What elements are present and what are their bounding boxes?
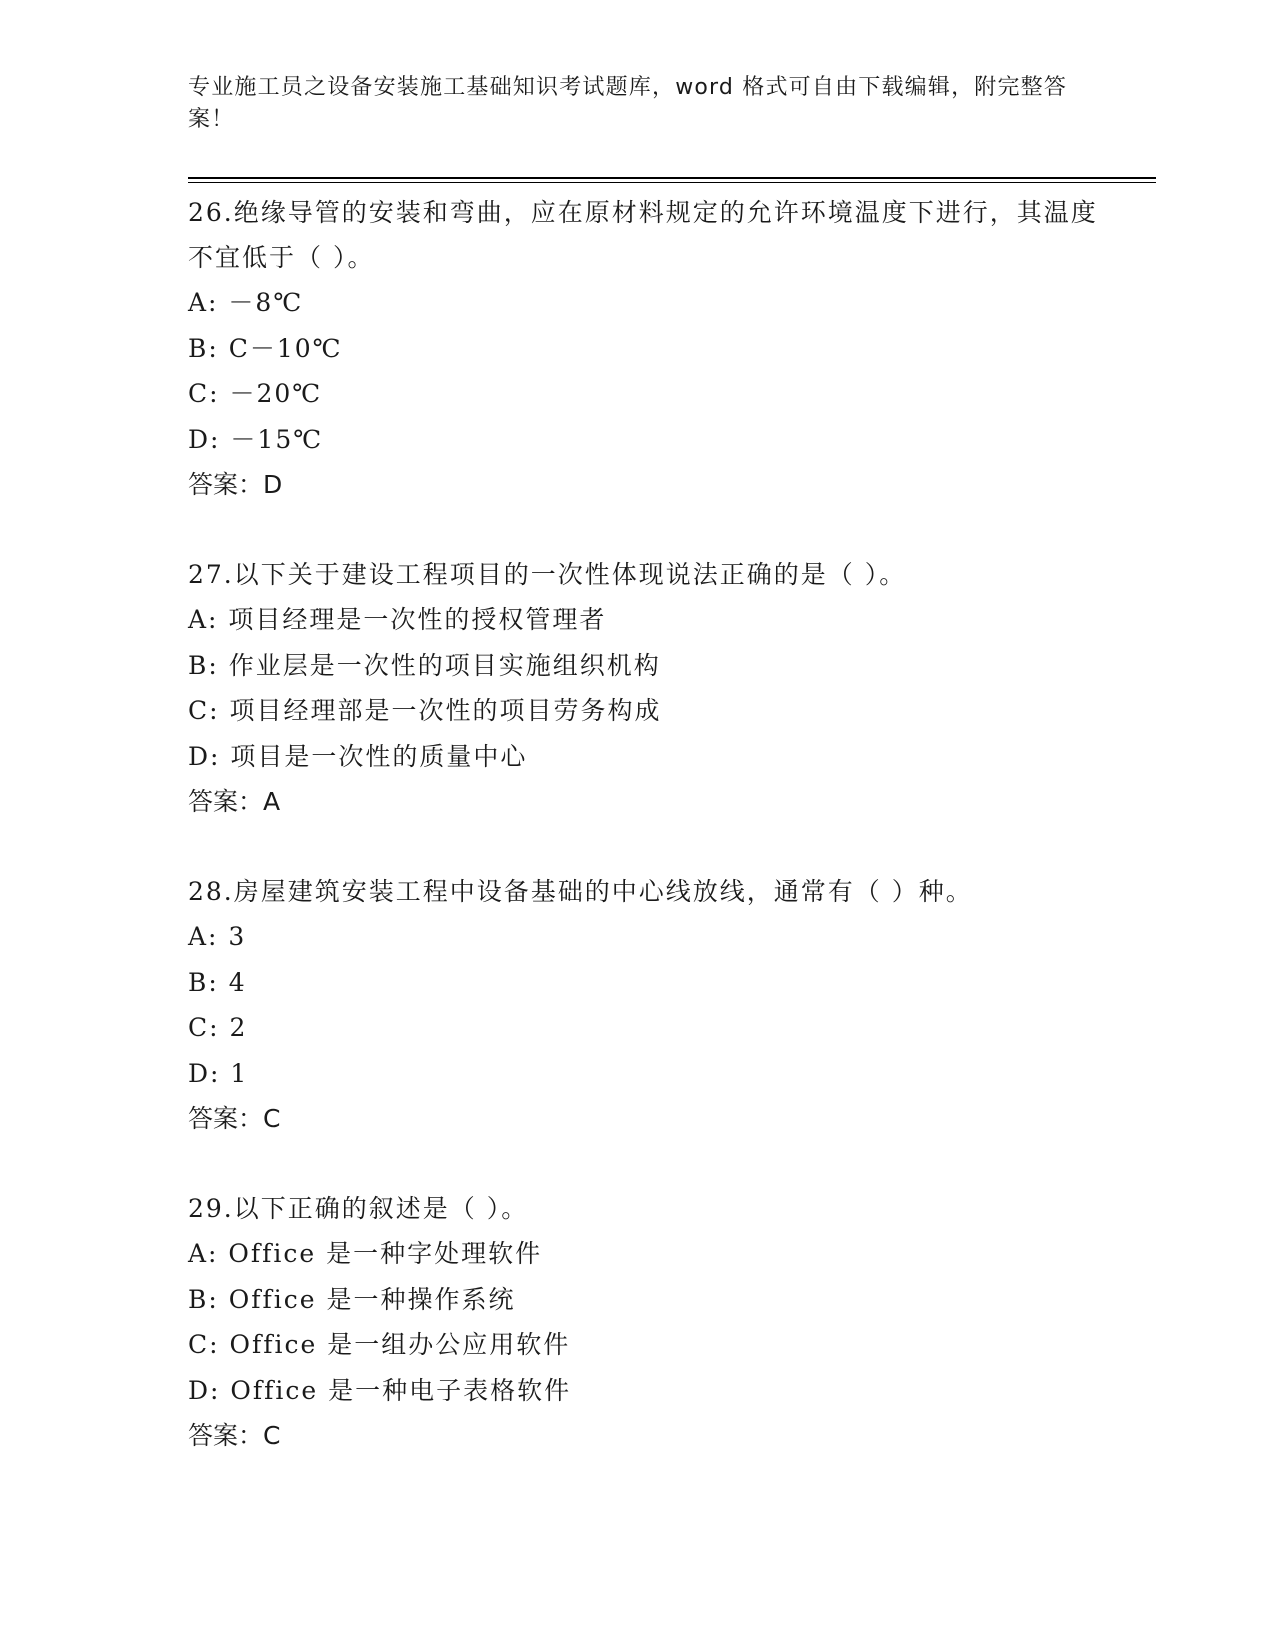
option-d: D: 1 bbox=[188, 1058, 249, 1088]
option-b: B: Office 是一种操作系统 bbox=[188, 1284, 516, 1314]
answer-line: 答案：C bbox=[188, 1421, 281, 1450]
option-b: B: 作业层是一次性的项目实施组织机构 bbox=[188, 650, 661, 680]
question-26 bbox=[188, 190, 1108, 507]
question-stem: 29.以下正确的叙述是（ ）。 bbox=[188, 1194, 529, 1223]
option-d: D: Office 是一种电子表格软件 bbox=[188, 1375, 572, 1405]
answer-line: 答案：C bbox=[188, 1104, 281, 1133]
header-divider-thin bbox=[188, 182, 1156, 183]
option-a: A: －8℃ bbox=[188, 288, 304, 317]
option-a: A: 3 bbox=[188, 922, 247, 951]
answer-line: 答案：D bbox=[188, 470, 283, 499]
option-b: B: C－10℃ bbox=[188, 333, 343, 363]
option-c: C: 2 bbox=[188, 1013, 248, 1042]
question-stem: 26.绝缘导管的安装和弯曲，应在原材料规定的允许环境温度下进行，其温度不宜低于（ ）。 bbox=[188, 198, 1098, 272]
question-stem: 27.以下关于建设工程项目的一次性体现说法正确的是（ ）。 bbox=[188, 560, 907, 589]
option-c: C: －20℃ bbox=[188, 379, 323, 408]
option-d: D: －15℃ bbox=[188, 424, 324, 454]
question-29 bbox=[188, 1186, 1108, 1458]
option-a: A: Office 是一种字处理软件 bbox=[188, 1239, 543, 1268]
question-list bbox=[188, 190, 1108, 1503]
header-divider-thick bbox=[188, 177, 1156, 179]
option-c: C: 项目经理部是一次性的项目劳务构成 bbox=[188, 696, 662, 725]
question-28 bbox=[188, 869, 1108, 1141]
option-c: C: Office 是一组办公应用软件 bbox=[188, 1330, 571, 1359]
question-stem: 28.房屋建筑安装工程中设备基础的中心线放线，通常有（ ）种。 bbox=[188, 877, 973, 906]
document-intro: 专业施工员之设备安装施工基础知识考试题库，word 格式可自由下载编辑，附完整答案！ bbox=[188, 75, 1068, 132]
answer-line: 答案：A bbox=[188, 787, 281, 816]
option-d: D: 项目是一次性的质量中心 bbox=[188, 741, 528, 771]
option-a: A: 项目经理是一次性的授权管理者 bbox=[188, 605, 607, 634]
option-b: B: 4 bbox=[188, 967, 247, 997]
question-27 bbox=[188, 552, 1108, 824]
